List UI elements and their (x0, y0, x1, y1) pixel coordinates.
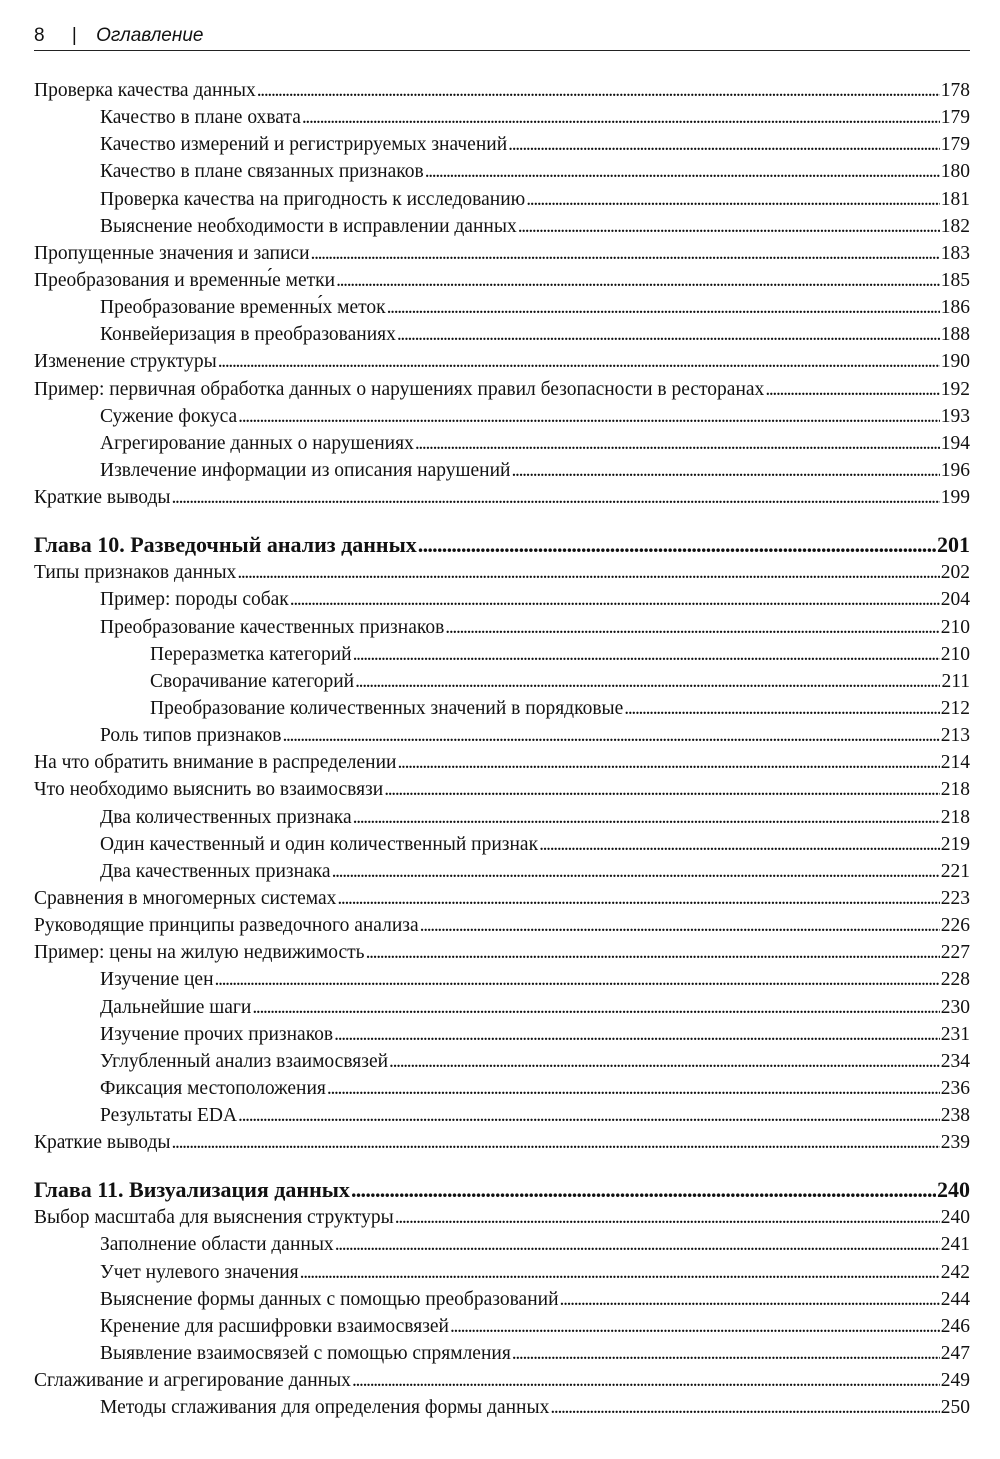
dot-leader (384, 776, 940, 803)
toc-entry-title: Два качественных признака (100, 860, 331, 882)
dot-leader (450, 1313, 940, 1340)
toc-entry[interactable] (34, 1286, 970, 1313)
toc-entry[interactable] (34, 1129, 970, 1156)
toc-entry-page: 199 (940, 487, 970, 509)
dot-leader (445, 614, 939, 641)
toc-entry-title: Глава 11. Визуализация данных (34, 1177, 350, 1203)
toc-entry-page: 181 (940, 188, 970, 210)
toc-entry-page: 213 (940, 725, 970, 747)
toc-entry-title: Конвейеризация в преобразованиях (100, 324, 396, 346)
dot-leader (415, 430, 940, 457)
toc-entry-page: 186 (940, 297, 970, 319)
dot-leader (550, 1394, 939, 1421)
toc-entry[interactable] (34, 158, 970, 185)
toc-entry-title: Качество в плане охвата (100, 107, 301, 129)
dot-leader (353, 641, 940, 668)
dot-leader (560, 1286, 940, 1313)
toc-entry-title: На что обратить внимание в распределении (34, 752, 397, 774)
toc-entry-title: Сужение фокуса (100, 405, 238, 427)
toc-entry-title: Изучение прочих признаков (100, 1023, 334, 1045)
header-separator: | (71, 25, 77, 46)
dot-leader (418, 531, 936, 559)
table-of-contents (34, 77, 970, 1421)
toc-entry[interactable] (34, 1021, 970, 1048)
toc-entry[interactable] (34, 267, 970, 294)
dot-leader (425, 158, 940, 185)
toc-entry-title: Переразметка категорий (150, 643, 352, 665)
toc-entry-title: Кренение для расшифровки взаимосвязей (100, 1315, 449, 1337)
toc-entry[interactable] (34, 749, 970, 776)
toc-entry-page: 221 (940, 860, 970, 882)
toc-entry-page: 241 (940, 1234, 970, 1256)
toc-chapter[interactable] (34, 531, 970, 559)
toc-entry-page: 211 (941, 670, 970, 692)
toc-entry[interactable] (34, 1394, 970, 1421)
toc-entry-title: Углубленный анализ взаимосвязей (100, 1050, 389, 1072)
toc-entry-title: Фиксация местоположения (100, 1077, 326, 1099)
toc-chapter[interactable] (34, 1176, 970, 1204)
toc-entry[interactable] (34, 1259, 970, 1286)
toc-entry-page: 180 (940, 161, 970, 183)
chapter-spacer (34, 511, 970, 531)
dot-leader (171, 1129, 939, 1156)
toc-entry-page: 231 (940, 1023, 970, 1045)
toc-entry[interactable] (34, 77, 970, 104)
toc-entry-title: Роль типов признаков (100, 725, 282, 747)
dot-leader (389, 1048, 940, 1075)
toc-entry-page: 230 (940, 996, 970, 1018)
toc-entry[interactable] (34, 376, 970, 403)
toc-entry-page: 234 (940, 1050, 970, 1072)
toc-entry-page: 218 (940, 806, 970, 828)
dot-leader (355, 668, 940, 695)
toc-entry-title: Пропущенные значения и записи (34, 242, 310, 264)
toc-entry-page: 227 (940, 942, 970, 964)
toc-entry-title: Преобразование качественных признаков (100, 616, 445, 638)
toc-entry-page: 223 (940, 887, 970, 909)
dot-leader (332, 858, 940, 885)
toc-entry-title: Дальнейшие шаги (100, 996, 252, 1018)
dot-leader (218, 348, 940, 375)
toc-entry-page: 179 (940, 107, 970, 129)
toc-entry-page: 219 (940, 833, 970, 855)
toc-entry-page: 228 (940, 969, 970, 991)
toc-entry-title: Пример: первичная обработка данных о нарушениях правил безопасности в ресторанах (34, 378, 765, 400)
toc-entry-page: 247 (940, 1343, 970, 1365)
toc-entry-page: 185 (940, 269, 970, 291)
dot-leader (366, 939, 940, 966)
toc-entry-title: Агрегирование данных о нарушениях (100, 432, 414, 454)
toc-entry[interactable] (34, 104, 970, 131)
dot-leader (302, 104, 940, 131)
toc-entry-title: Результаты EDA (100, 1105, 238, 1127)
toc-entry-page: 194 (940, 432, 970, 454)
toc-entry-title: Преобразования и временны́е метки (34, 269, 336, 291)
toc-entry-title: Пример: породы собак (100, 589, 289, 611)
toc-entry-page: 210 (940, 643, 970, 665)
toc-entry[interactable] (34, 457, 970, 484)
toc-entry-page: 179 (940, 134, 970, 156)
toc-entry-title: Глава 10. Разведочный анализ данных (34, 532, 417, 558)
dot-leader (336, 267, 940, 294)
toc-entry-page: 238 (940, 1105, 970, 1127)
toc-entry-page: 201 (937, 532, 970, 558)
toc-entry[interactable] (34, 1048, 970, 1075)
toc-entry-page: 178 (940, 80, 970, 101)
dot-leader (238, 1102, 940, 1129)
toc-entry[interactable] (34, 695, 970, 722)
dot-leader (526, 186, 940, 213)
toc-entry[interactable] (34, 1340, 970, 1367)
toc-entry-title: Сворачивание категорий (150, 670, 355, 692)
toc-entry-page: 202 (940, 562, 970, 584)
toc-entry-title: Преобразование временны́х меток (100, 297, 386, 319)
toc-entry[interactable] (34, 614, 970, 641)
toc-entry[interactable] (34, 213, 970, 240)
toc-entry-page: 246 (940, 1315, 970, 1337)
toc-entry-title: Преобразование количественных значений в порядковые (150, 697, 624, 719)
toc-entry[interactable] (34, 294, 970, 321)
toc-entry[interactable] (34, 1231, 970, 1258)
toc-entry[interactable] (34, 776, 970, 803)
toc-entry-title: Качество измерений и регистрируемых значений (100, 134, 508, 156)
toc-entry-page: 210 (940, 616, 970, 638)
dot-leader (282, 722, 939, 749)
dot-leader (508, 131, 940, 158)
toc-entry[interactable] (34, 641, 970, 668)
dot-leader (215, 966, 940, 993)
toc-entry[interactable] (34, 430, 970, 457)
dot-leader (765, 376, 939, 403)
toc-entry-page: 214 (940, 752, 970, 774)
toc-entry-title: Извлечение информации из описания нарушений (100, 459, 511, 481)
toc-entry[interactable] (34, 804, 970, 831)
toc-entry-page: 188 (940, 324, 970, 346)
toc-entry-title: Заполнение области данных (100, 1234, 334, 1256)
dot-leader (237, 559, 939, 586)
dot-leader (327, 1075, 940, 1102)
toc-entry-title: Учет нулевого значения (100, 1261, 299, 1283)
toc-entry[interactable] (34, 668, 970, 695)
toc-entry-page: 218 (940, 779, 970, 801)
dot-leader (511, 457, 939, 484)
dot-leader (337, 885, 939, 912)
toc-entry-title: Проверка качества на пригодность к исследованию (100, 188, 526, 210)
page-number: 8 (34, 25, 45, 46)
dot-leader (624, 695, 939, 722)
toc-entry-title: Методы сглаживания для определения формы данных (100, 1397, 550, 1419)
toc-entry[interactable] (34, 484, 970, 511)
toc-entry[interactable] (34, 858, 970, 885)
toc-entry[interactable] (34, 831, 970, 858)
toc-entry-title: Два количественных признака (100, 806, 352, 828)
toc-entry[interactable] (34, 186, 970, 213)
dot-leader (397, 321, 940, 348)
toc-entry-page: 236 (940, 1077, 970, 1099)
toc-entry-page: 240 (940, 1207, 970, 1229)
dot-leader (300, 1259, 940, 1286)
toc-entry[interactable] (34, 885, 970, 912)
toc-entry-title: Сглаживание и агрегирование данных (34, 1370, 351, 1392)
toc-entry[interactable] (34, 1313, 970, 1340)
toc-entry[interactable] (34, 559, 970, 586)
toc-entry[interactable] (34, 321, 970, 348)
toc-entry-title: Изучение цен (100, 969, 214, 991)
toc-entry-page: 190 (940, 351, 970, 373)
toc-entry-page: 183 (940, 242, 970, 264)
toc-entry[interactable] (34, 1204, 970, 1231)
dot-leader (397, 749, 939, 776)
toc-entry-title: Проверка качества данных (34, 80, 256, 101)
toc-entry[interactable] (34, 939, 970, 966)
toc-entry-page: 240 (937, 1177, 970, 1203)
dot-leader (395, 1204, 940, 1231)
dot-leader (387, 294, 940, 321)
toc-entry-title: Пример: цены на жилую недвижимость (34, 942, 365, 964)
toc-entry[interactable] (34, 722, 970, 749)
toc-entry-title: Руководящие принципы разведочного анализа (34, 915, 419, 937)
toc-entry[interactable] (34, 966, 970, 993)
dot-leader (518, 213, 940, 240)
toc-entry[interactable] (34, 1075, 970, 1102)
toc-entry[interactable] (34, 131, 970, 158)
dot-leader (334, 1021, 940, 1048)
toc-entry[interactable] (34, 348, 970, 375)
toc-entry-title: Изменение структуры (34, 351, 217, 373)
toc-entry-title: Выяснение необходимости в исправлении данных (100, 215, 517, 237)
dot-leader (352, 1367, 940, 1394)
toc-entry-page: 204 (940, 589, 970, 611)
dot-leader (238, 403, 940, 430)
toc-entry[interactable] (34, 403, 970, 430)
dot-leader (539, 831, 940, 858)
running-title: Оглавление (96, 25, 204, 46)
toc-entry-page: 226 (940, 915, 970, 937)
toc-entry-title: Что необходимо выяснить во взаимосвязи (34, 779, 384, 801)
toc-entry-title: Типы признаков данных (34, 562, 237, 584)
toc-entry-title: Краткие выводы (34, 1132, 171, 1154)
dot-leader (252, 994, 939, 1021)
toc-entry[interactable] (34, 240, 970, 267)
dot-leader (420, 912, 940, 939)
toc-entry-title: Выяснение формы данных с помощью преобразований (100, 1288, 559, 1310)
toc-entry-page: 193 (940, 405, 970, 427)
toc-entry-page: 212 (940, 697, 970, 719)
toc-entry-page: 249 (940, 1370, 970, 1392)
running-header (34, 22, 970, 51)
dot-leader (351, 1176, 936, 1204)
dot-leader (512, 1340, 940, 1367)
dot-leader (311, 240, 940, 267)
toc-entry-page: 244 (940, 1288, 970, 1310)
toc-entry[interactable] (34, 1367, 970, 1394)
toc-entry[interactable] (34, 586, 970, 613)
dot-leader (171, 484, 939, 511)
toc-entry-page: 196 (940, 459, 970, 481)
toc-entry[interactable] (34, 994, 970, 1021)
toc-entry-page: 239 (940, 1132, 970, 1154)
toc-entry[interactable] (34, 912, 970, 939)
toc-entry-page: 192 (940, 378, 970, 400)
toc-entry-title: Выбор масштаба для выяснения структуры (34, 1207, 394, 1229)
toc-entry-title: Один качественный и один количественный признак (100, 833, 539, 855)
toc-entry-title: Качество в плане связанных признаков (100, 161, 424, 183)
toc-entry-page: 242 (940, 1261, 970, 1283)
toc-entry-title: Краткие выводы (34, 487, 171, 509)
toc-entry-page: 250 (940, 1397, 970, 1419)
chapter-spacer (34, 1156, 970, 1176)
dot-leader (353, 804, 940, 831)
dot-leader (335, 1231, 940, 1258)
dot-leader (290, 586, 940, 613)
toc-entry-page: 182 (940, 215, 970, 237)
toc-entry-title: Выявление взаимосвязей с помощью спрямления (100, 1343, 511, 1365)
toc-entry[interactable] (34, 1102, 970, 1129)
toc-entry-title: Сравнения в многомерных системах (34, 887, 337, 909)
dot-leader (257, 77, 940, 104)
